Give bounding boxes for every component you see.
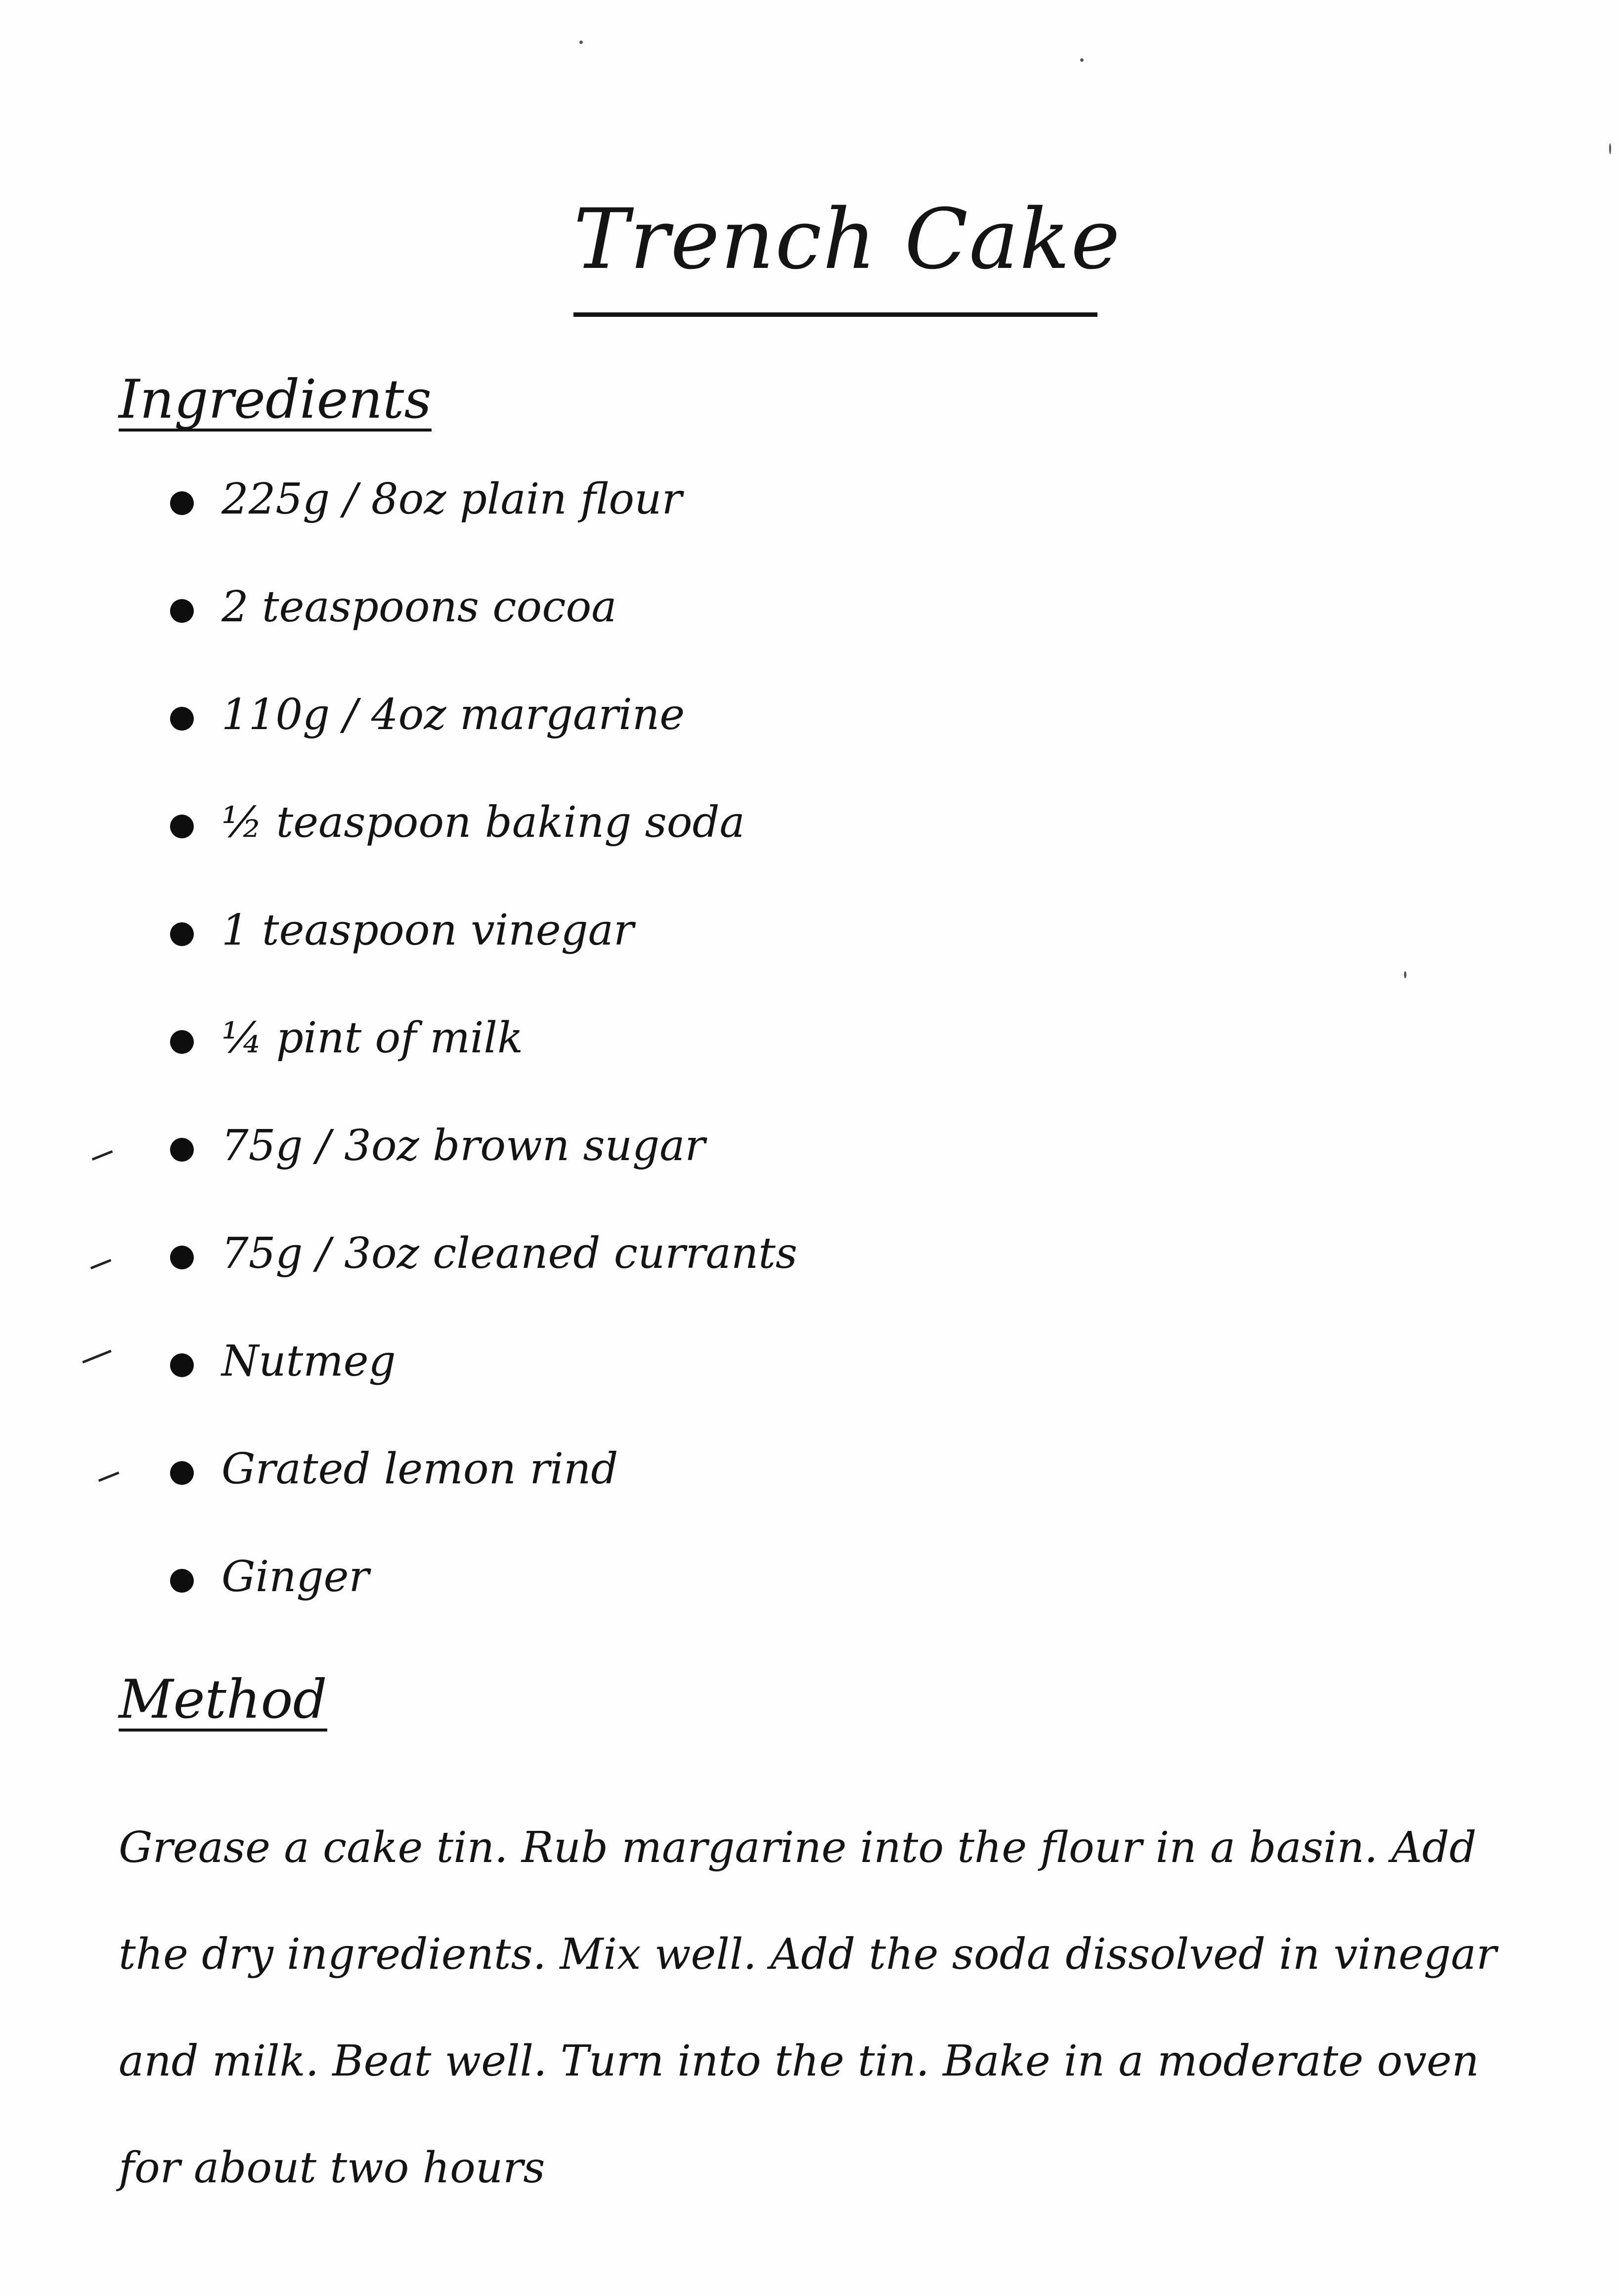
scan-speck xyxy=(579,41,583,44)
pencil-tick-mark xyxy=(90,1259,112,1269)
ingredient-item xyxy=(168,1337,1453,1444)
scan-speck xyxy=(1609,143,1611,154)
bullet-icon xyxy=(170,815,194,838)
ingredient-item xyxy=(168,1444,1453,1552)
bullet-icon xyxy=(170,1138,194,1162)
bullet-icon xyxy=(170,1569,194,1593)
recipe-title: Trench Cake xyxy=(573,191,1121,288)
ingredient-text: 110g / 4oz margarine xyxy=(221,690,685,739)
ingredient-item xyxy=(168,475,1453,582)
scan-speck xyxy=(1404,971,1406,978)
ingredient-item xyxy=(168,1121,1453,1229)
bullet-icon xyxy=(170,1353,194,1377)
ingredient-text: Ginger xyxy=(221,1552,369,1602)
pencil-tick-mark xyxy=(82,1350,111,1364)
method-paragraph: Grease a cake tin. Rub margarine into the flour in a basin. Add the dry ingredients. Mix well. Add the soda dissolved in vinegar and milk. Beat well. Turn into the tin. Bake in a moderate oven for about two hours xyxy=(119,1823,1497,2193)
method-heading: Method xyxy=(119,1669,327,1731)
pencil-tick-mark xyxy=(98,1472,120,1482)
ingredient-text: ½ teaspoon baking soda xyxy=(221,798,745,847)
bullet-icon xyxy=(170,922,194,946)
ingredient-item xyxy=(168,1013,1453,1121)
bullet-icon xyxy=(170,707,194,731)
ingredient-text: 1 teaspoon vinegar xyxy=(221,906,634,955)
scan-speck xyxy=(1080,58,1084,62)
ingredient-text: 75g / 3oz cleaned currants xyxy=(221,1229,797,1278)
bullet-icon xyxy=(170,1030,194,1054)
ingredient-item xyxy=(168,906,1453,1013)
ingredient-text: ¼ pint of milk xyxy=(221,1013,524,1063)
bullet-icon xyxy=(170,599,194,623)
ingredient-text: 75g / 3oz brown sugar xyxy=(221,1121,705,1170)
ingredient-item xyxy=(168,582,1453,690)
ingredient-item xyxy=(168,1552,1453,1660)
ingredient-text: Nutmeg xyxy=(221,1337,396,1386)
ingredient-item xyxy=(168,798,1453,906)
pencil-tick-mark xyxy=(92,1150,113,1161)
ingredients-list xyxy=(168,475,1453,1660)
title-underline xyxy=(573,312,1097,317)
ingredient-text: 225g / 8oz plain flour xyxy=(221,475,682,524)
ingredient-item xyxy=(168,1229,1453,1337)
bullet-icon xyxy=(170,1246,194,1269)
bullet-icon xyxy=(170,1461,194,1485)
ingredient-text: 2 teaspoons cocoa xyxy=(221,582,617,632)
ingredient-text: Grated lemon rind xyxy=(221,1444,618,1494)
ingredients-heading: Ingredients xyxy=(119,369,432,431)
bullet-icon xyxy=(170,491,194,515)
ingredient-item xyxy=(168,690,1453,798)
